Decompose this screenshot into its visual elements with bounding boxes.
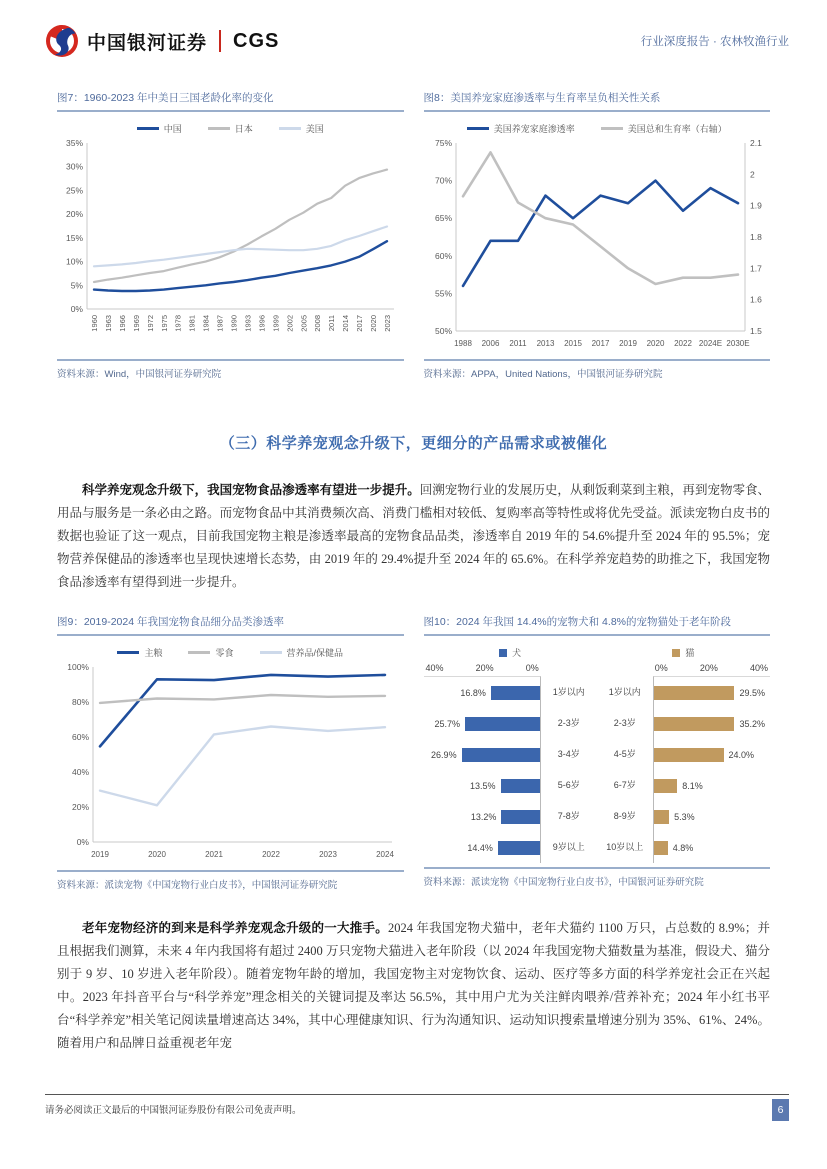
svg-text:1975: 1975 <box>159 315 169 332</box>
svg-text:2011: 2011 <box>327 315 337 332</box>
svg-text:100%: 100% <box>67 662 89 672</box>
svg-text:1.9: 1.9 <box>749 200 762 211</box>
svg-text:1969: 1969 <box>131 315 141 332</box>
svg-text:5%: 5% <box>70 280 83 291</box>
legend-marker-icon <box>117 651 139 654</box>
figure-source: 资料来源：APPA，United Nations，中国银河证券研究院 <box>423 369 663 380</box>
svg-text:75%: 75% <box>434 138 452 148</box>
legend-label: 零食 <box>215 648 234 658</box>
dog-age-category-label: 3-4岁 <box>557 749 580 759</box>
legend-item <box>279 122 324 135</box>
report-type-label: 行业深度报告 · 农林牧渔行业 <box>640 36 789 48</box>
svg-text:50%: 50% <box>434 326 452 336</box>
bar-value-label: 5.3% <box>674 811 695 822</box>
svg-text:1990: 1990 <box>229 315 239 332</box>
figure-source: 资料来源：Wind，中国银河证券研究院 <box>57 369 222 380</box>
svg-text:65%: 65% <box>434 213 452 224</box>
legend-marker-icon <box>601 127 623 130</box>
svg-text:2014: 2014 <box>341 315 351 332</box>
legend-marker-icon <box>188 651 210 654</box>
paragraph-2-lead: 老年宠物经济的到来是科学养宠观念升级的一大推手。 <box>82 921 388 935</box>
cat-age-category-label: 2-3岁 <box>613 718 636 728</box>
legend-item <box>467 122 575 135</box>
svg-text:2022: 2022 <box>262 850 280 859</box>
svg-text:1988: 1988 <box>453 339 472 348</box>
paragraph-1 <box>57 479 770 594</box>
svg-text:1999: 1999 <box>271 315 281 332</box>
page-footer <box>45 1094 789 1121</box>
svg-text:1984: 1984 <box>201 315 211 332</box>
figure-rule <box>424 359 771 361</box>
svg-text:80%: 80% <box>71 697 89 707</box>
svg-text:2020: 2020 <box>646 339 664 348</box>
dog-age-bar <box>501 810 539 824</box>
svg-text:60%: 60% <box>434 250 452 261</box>
svg-text:2013: 2013 <box>536 339 554 348</box>
legend-label: 美国养宠家庭渗透率 <box>493 124 575 134</box>
dog-age-bar <box>491 686 540 700</box>
legend-marker-icon <box>499 649 507 657</box>
dog-age-category-label: 7-8岁 <box>557 811 580 821</box>
dog-age-category-label: 1岁以内 <box>552 687 585 697</box>
cat-age-bar <box>654 717 735 731</box>
line-chart <box>57 137 404 355</box>
svg-text:2006: 2006 <box>481 339 499 348</box>
figure-row-1 <box>57 90 770 380</box>
figure-rule <box>57 870 404 872</box>
svg-text:1987: 1987 <box>215 315 225 332</box>
legend-item <box>672 646 694 659</box>
bar-value-label: 8.1% <box>682 780 703 791</box>
dog-age-bar <box>462 748 540 762</box>
cat-age-bar <box>654 686 735 700</box>
figure-rule <box>424 867 771 869</box>
cat-age-category-label: 10岁以上 <box>606 842 644 852</box>
legend-item <box>260 646 344 659</box>
svg-text:2.1: 2.1 <box>749 138 762 148</box>
svg-text:2: 2 <box>749 169 755 180</box>
figure-legend <box>424 646 771 659</box>
cat-age-bar <box>654 810 669 824</box>
figure-legend <box>57 646 404 659</box>
svg-text:1.5: 1.5 <box>749 326 762 336</box>
legend-marker-icon <box>260 651 282 654</box>
svg-text:10%: 10% <box>65 256 83 267</box>
brand-name-en: CGS <box>233 29 280 52</box>
bar-value-label: 14.4% <box>467 842 493 853</box>
figure-source: 资料来源：派读宠物《中国宠物行业白皮书》，中国银河证券研究院 <box>423 877 704 888</box>
bar-value-label: 4.8% <box>672 842 694 853</box>
figure-legend <box>424 122 771 135</box>
svg-text:1.6: 1.6 <box>749 294 762 305</box>
figure-legend <box>57 122 404 135</box>
svg-text:2011: 2011 <box>508 339 527 348</box>
dog-age-category-label: 5-6岁 <box>557 780 580 790</box>
svg-text:30%: 30% <box>65 161 83 172</box>
svg-text:60%: 60% <box>71 732 89 742</box>
bar-value-label: 16.8% <box>460 687 486 698</box>
svg-text:15%: 15% <box>65 232 83 243</box>
figure-title: 图7：1960-2023 年中美日三国老龄化率的变化 <box>57 90 404 112</box>
svg-text:2022: 2022 <box>673 339 692 348</box>
figure-pet-age-structure <box>424 614 771 891</box>
legend-label: 犬 <box>512 648 522 658</box>
legend-label: 美国 <box>305 124 324 134</box>
paragraph-1-lead: 科学养宠观念升级下，我国宠物食品渗透率有望进一步提升。 <box>82 483 420 497</box>
figure-rule <box>57 359 404 361</box>
legend-label: 日本 <box>234 124 253 134</box>
tornado-chart-body <box>424 663 771 863</box>
svg-text:1981: 1981 <box>187 315 197 332</box>
figure-petfood-penetration <box>57 614 404 891</box>
svg-text:20%: 20% <box>71 802 89 812</box>
bar-value-label: 26.9% <box>431 749 457 760</box>
svg-text:40%: 40% <box>71 767 89 777</box>
legend-label: 美国总和生育率（右轴） <box>627 124 727 134</box>
figure-aging-rate <box>57 90 404 380</box>
cat-age-bar <box>654 748 724 762</box>
cgs-galaxy-logo-icon <box>45 24 79 58</box>
svg-text:1966: 1966 <box>117 315 127 332</box>
disclaimer-text: 请务必阅读正文最后的中国银河证券股份有限公司免责声明。 <box>45 1105 302 1116</box>
axis-tick-label: 40% <box>425 663 444 673</box>
svg-text:55%: 55% <box>434 288 452 299</box>
paragraph-2 <box>57 917 770 1055</box>
svg-text:2002: 2002 <box>285 315 295 332</box>
legend-label: 猫 <box>685 648 695 658</box>
cat-age-category-label: 1岁以内 <box>608 687 641 697</box>
tornado-chart <box>424 663 771 863</box>
legend-label: 主粮 <box>144 648 163 658</box>
svg-text:1978: 1978 <box>173 315 183 332</box>
legend-marker-icon <box>137 127 159 130</box>
svg-text:35%: 35% <box>65 138 83 148</box>
dog-age-bar <box>465 717 540 731</box>
legend-marker-icon <box>467 127 489 130</box>
svg-text:1993: 1993 <box>243 315 253 332</box>
svg-text:0%: 0% <box>76 837 89 847</box>
cat-age-bar <box>654 841 668 855</box>
report-header <box>45 24 789 58</box>
svg-text:2023: 2023 <box>383 315 392 332</box>
legend-label: 营养品/保健品 <box>286 648 344 658</box>
brand-name-cn: 中国银河证券 <box>87 32 208 54</box>
legend-item <box>188 646 233 659</box>
svg-text:2017: 2017 <box>591 339 609 348</box>
figure-source: 资料来源：派读宠物《中国宠物行业白皮书》，中国银河证券研究院 <box>57 880 338 891</box>
figure-us-pet-penetration <box>424 90 771 380</box>
svg-text:1960: 1960 <box>90 315 99 332</box>
axis-tick-label: 0% <box>654 663 668 673</box>
cat-age-bar <box>654 779 678 793</box>
bar-value-label: 13.2% <box>470 811 497 822</box>
svg-text:2017: 2017 <box>355 315 365 332</box>
axis-tick-label: 20% <box>475 663 494 673</box>
legend-item <box>117 646 162 659</box>
dog-age-category-label: 2-3岁 <box>557 718 580 728</box>
svg-text:2023: 2023 <box>319 850 337 859</box>
cat-age-category-label: 6-7岁 <box>613 780 636 790</box>
legend-marker-icon <box>208 127 230 130</box>
figure-row-2 <box>57 614 770 891</box>
legend-label: 中国 <box>163 124 182 134</box>
svg-text:1.8: 1.8 <box>749 232 762 242</box>
bar-value-label: 24.0% <box>728 749 755 760</box>
axis-tick-label: 20% <box>699 663 718 673</box>
svg-text:25%: 25% <box>65 185 83 196</box>
svg-text:2008: 2008 <box>313 315 323 332</box>
cat-age-category-label: 8-9岁 <box>613 811 636 821</box>
page-number-badge: 6 <box>772 1099 789 1121</box>
figure-title: 图8：美国养宠家庭渗透率与生育率呈负相关性关系 <box>424 90 771 112</box>
line-chart <box>57 661 404 866</box>
svg-text:1963: 1963 <box>103 315 113 332</box>
legend-marker-icon <box>279 127 301 130</box>
brand <box>45 24 279 58</box>
brand-divider <box>219 30 221 52</box>
paragraph-1-body: 回溯宠物行业的发展历史，从剩饭剩菜到主粮，再到宠物零食、用品与服务是一条必由之路。而宠物食品中其消费频次高、消费门槛相对较低、复购率高等特性或将优先受益。派读宠物白皮书的数据也验证了这一观点，目前我国宠物主粮是渗透率最高的宠物食品品类，渗透率自 2019 年的 54.6%提升至 2024 年的 95.5%；宠物营养保健品的渗透率也呈现快速增长态势，由 2019 年的 29.4%提升至 2024 年的 65.6%。在科学养宠趋势的助推之下，我国宠物食品渗透率有望得到进一步提升。 <box>57 483 770 589</box>
svg-text:2024: 2024 <box>376 850 394 859</box>
svg-text:1.7: 1.7 <box>749 263 762 274</box>
svg-text:2020: 2020 <box>148 850 166 859</box>
dog-age-category-label: 9岁以上 <box>552 842 585 852</box>
dog-age-bar <box>498 841 540 855</box>
svg-text:2019: 2019 <box>91 850 109 859</box>
svg-text:2020: 2020 <box>369 315 379 332</box>
legend-item <box>499 646 521 659</box>
section-heading: （三）科学养宠观念升级下，更细分的产品需求或被催化 <box>219 436 608 452</box>
svg-text:20%: 20% <box>65 209 83 220</box>
svg-text:2024E: 2024E <box>698 339 722 348</box>
figure-title: 图10：2024 年我国 14.4%的宠物犬和 4.8%的宠物猫处于老年阶段 <box>424 614 771 636</box>
bar-value-label: 35.2% <box>739 718 765 729</box>
bar-value-label: 13.5% <box>469 780 496 791</box>
cat-age-category-label: 4-5岁 <box>613 749 636 759</box>
bar-value-label: 29.5% <box>739 687 765 698</box>
axis-tick-label: 40% <box>749 663 768 673</box>
axis-tick-label: 0% <box>525 663 539 673</box>
dog-age-bar <box>501 779 540 793</box>
svg-text:0%: 0% <box>70 304 83 314</box>
svg-text:2005: 2005 <box>299 315 309 332</box>
paragraph-2-body: 2024 年我国宠物犬猫中，老年犬猫约 1100 万只，占总数的 8.9%；并且根据我们测算，未来 4 年内我国将有超过 2400 万只宠物犬猫进入老年阶段（以 2024 年我国宠物犬猫数量为基准，假设犬、猫分别于 9 岁、10 岁进入老年阶段）。随着宠物年龄的增加，我国宠物主对宠物饮食、运动、医疗等多方面的科学养宠社会正在兴起中。2023 年抖音平台与“科学养宠”理念相关的关键词提及率达 56.5%，其中用户尤为关注鲜肉喂养/营养补充；2024 年小红书平台“科学养宠”相关笔记阅读量增速高达 34%，其中心理健康知识、行为沟通知识、运动知识搜索量增速分别为 35%、61%、24%。随着用户和品牌日益重视老年宠 <box>57 921 770 1050</box>
svg-text:70%: 70% <box>434 175 452 186</box>
legend-marker-icon <box>672 649 680 657</box>
svg-text:2019: 2019 <box>618 339 637 348</box>
bar-value-label: 25.7% <box>434 718 461 729</box>
svg-text:1996: 1996 <box>257 315 267 332</box>
svg-text:2021: 2021 <box>205 850 223 859</box>
legend-item <box>601 122 727 135</box>
legend-item <box>208 122 253 135</box>
svg-text:2030E: 2030E <box>725 339 750 348</box>
legend-item <box>137 122 182 135</box>
svg-text:2015: 2015 <box>563 339 582 348</box>
svg-text:1972: 1972 <box>145 315 155 332</box>
line-chart <box>424 137 771 355</box>
figure-title: 图9：2019-2024 年我国宠物食品细分品类渗透率 <box>57 614 404 636</box>
